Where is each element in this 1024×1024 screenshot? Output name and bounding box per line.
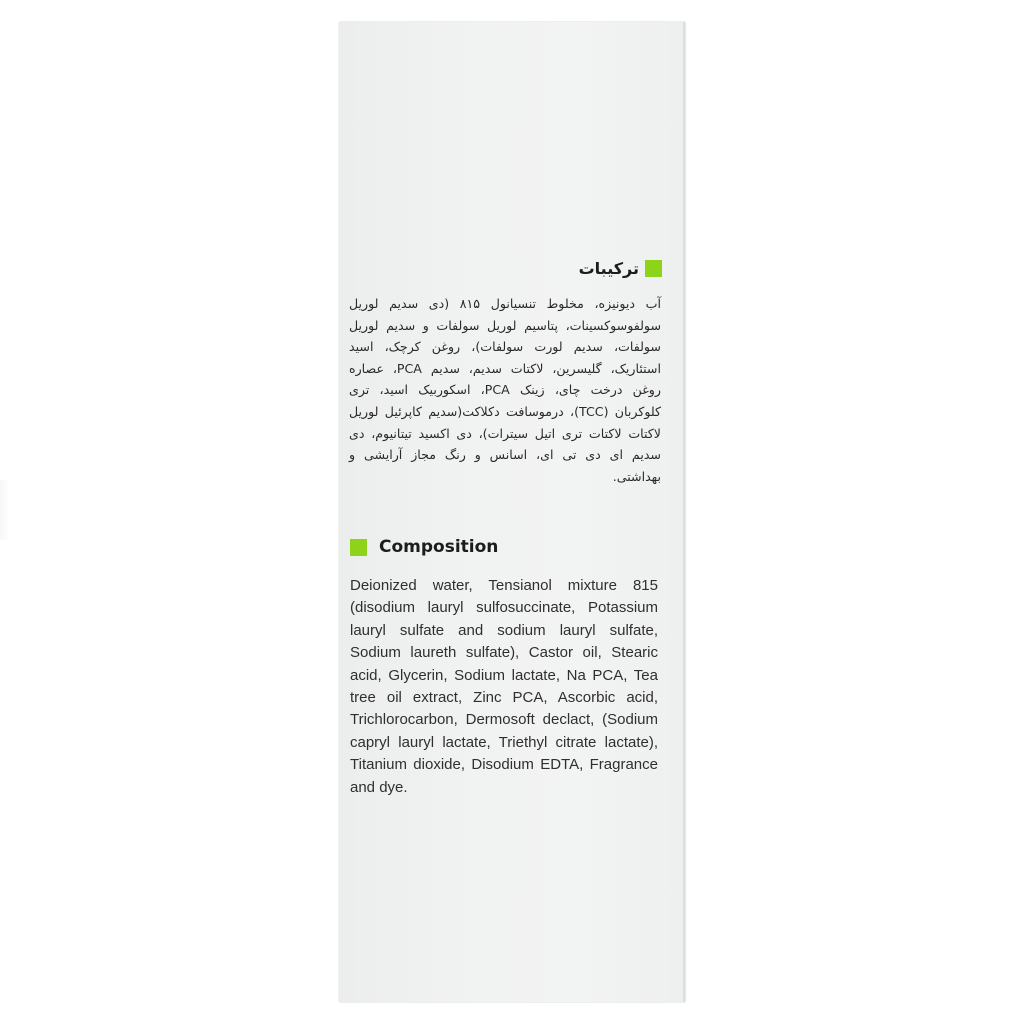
persian-ingredients-text: آب دیونیزه، مخلوط تنسیانول ۸۱۵ (دی سدیم لوریل سولفوسوکسینات، پتاسیم لوریل سولفات و سدیم لوریل سولفات، سدیم لورت سولفات)، روغن کرچک، اسید استئاریک، گلیسرین، لاکتات سدیم، سدیم PCA، عصاره روغن درخت چای، زینک PCA، اسکوربیک اسید، تری کلوکربان (TCC)، درموسافت دکلاکت(سدیم کاپرئیل لوریل لاکتات لاکتات تری اتیل سیترات)، دی اکسید تیتانیوم، دی سدیم ای دی تی ای، اسانس و رنگ مجاز آرایشی و بهداشتی.	[349, 296, 662, 484]
background-shadow	[0, 480, 10, 540]
green-square-marker-icon	[350, 539, 367, 556]
green-square-marker-icon	[645, 260, 662, 277]
persian-ingredients-heading	[579, 259, 662, 278]
persian-heading-label: ترکیبات	[578, 259, 639, 278]
english-composition-text: Deionized water, Tensianol mixture 815 (disodium lauryl sulfosuccinate, Potassium lauryl sulfate and sodium lauryl sulfate, Sodium laureth sulfate), Castor oil, Stearic acid, Glycerin, Sodium lactate, Na PCA, Tea tree oil extract, Zinc PCA, Ascorbic acid, Trichlorocarbon, Dermosoft declact, (Sodium capryl lauryl lactate, Triethyl citrate lactate), Titanium dioxide, Disodium EDTA, Fragrance and dye.	[350, 577, 658, 796]
product-box-side-panel	[339, 22, 685, 1002]
english-heading-label: Composition	[379, 537, 499, 557]
english-composition-heading	[350, 537, 498, 557]
